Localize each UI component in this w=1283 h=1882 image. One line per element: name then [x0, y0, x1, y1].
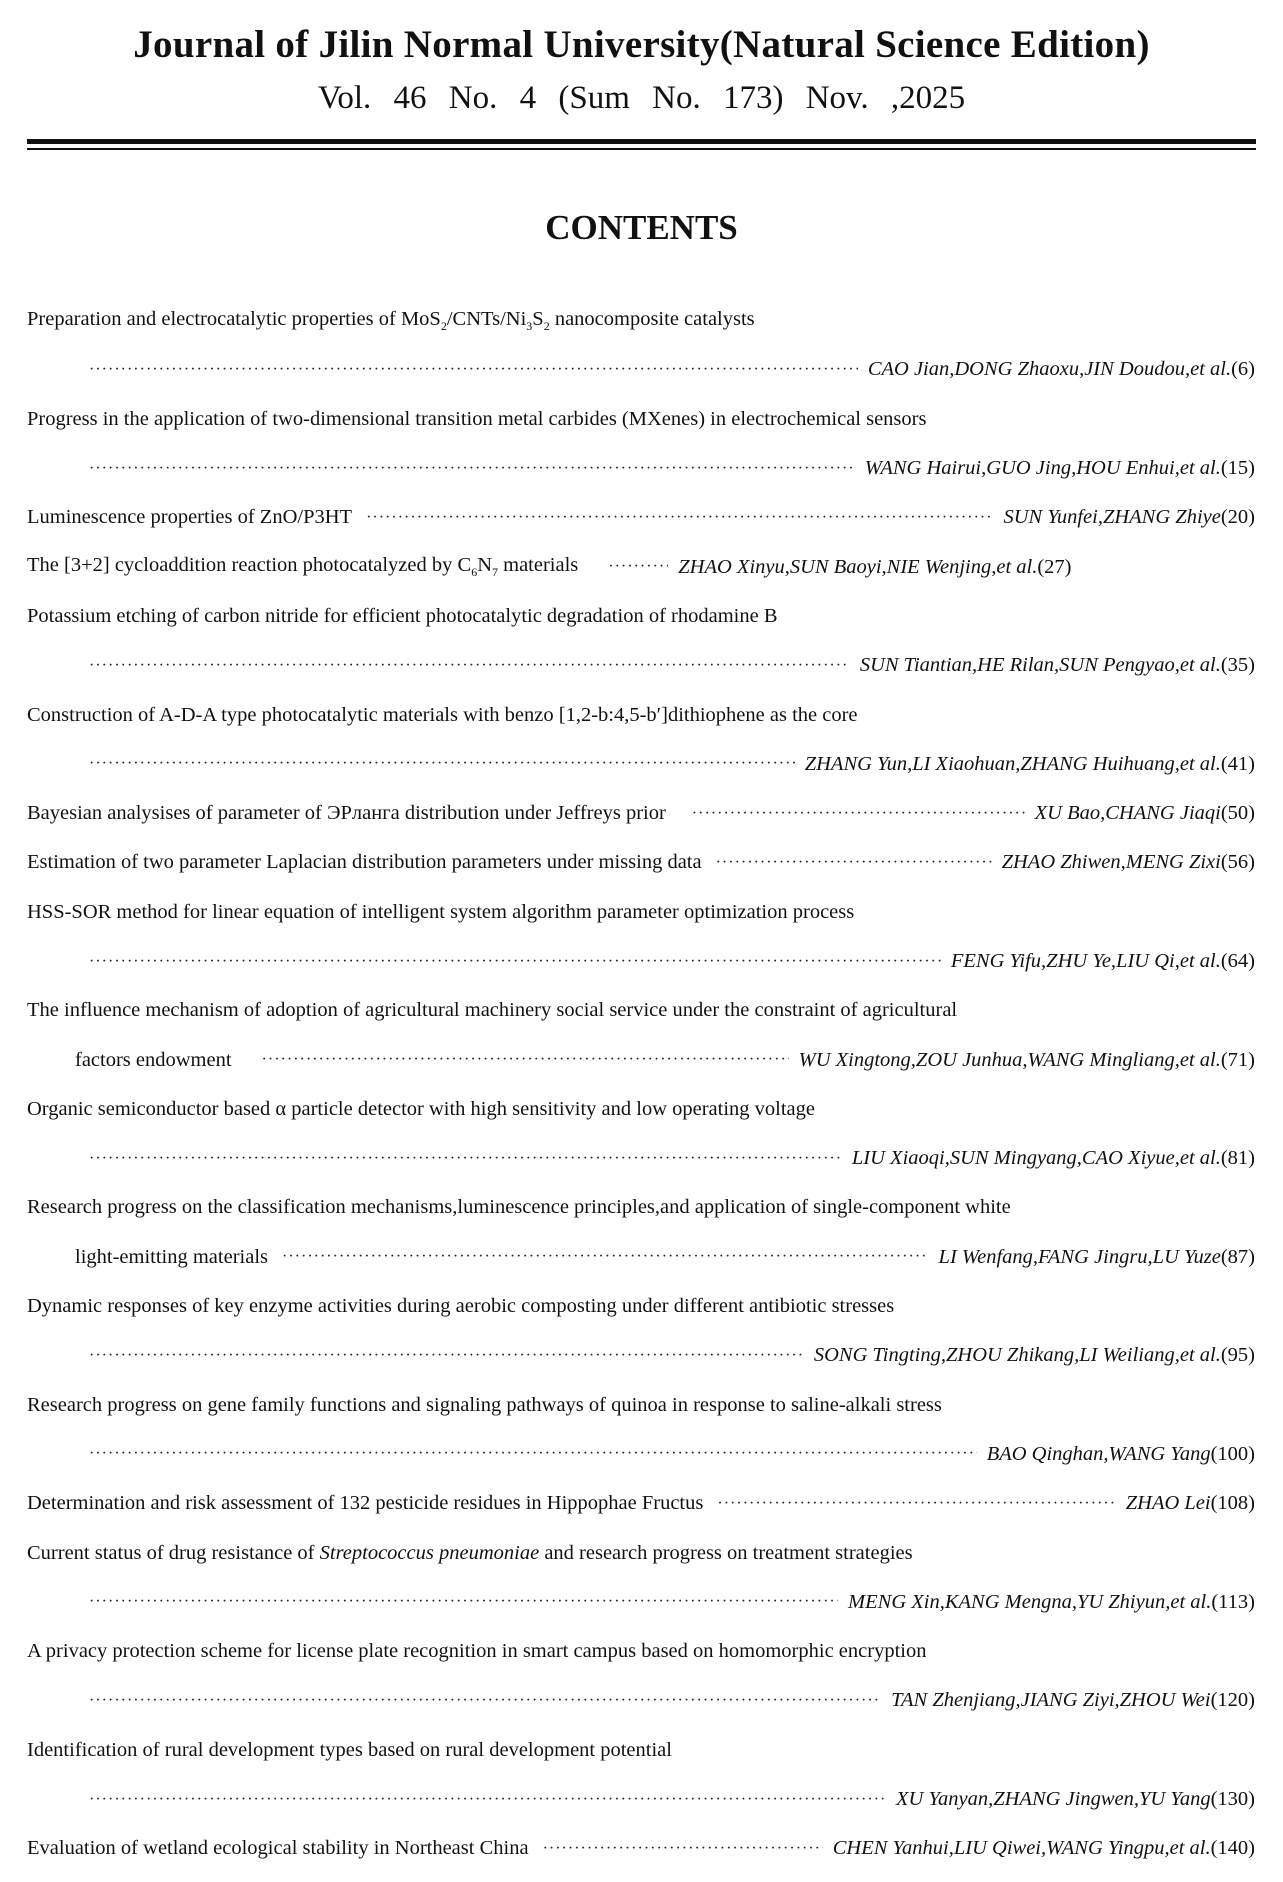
toc-entry-title[interactable]: Organic semiconductor based α particle detector with high sensitivity and low operating voltage: [27, 1097, 816, 1120]
toc-entry-page[interactable]: (120): [1210, 1689, 1255, 1712]
toc-entry[interactable]: [27, 1479, 1255, 1528]
toc-entry-title[interactable]: Research progress on the classification mechanisms,luminescence principles,and application of single-component white: [27, 1196, 1011, 1219]
dot-leader: [89, 755, 795, 773]
toc-entry-authors: BAO Qinghan,WANG Yang: [986, 1442, 1211, 1465]
toc-entry-page[interactable]: (41): [1220, 752, 1255, 775]
contents-heading: CONTENTS: [545, 208, 738, 247]
toc-entry-authors: CHEN Yanhui,LIU Qiwei,WANG Yingpu,et al.: [832, 1837, 1211, 1860]
journal-title: Journal of Jilin Normal University(Natural Science Edition): [133, 23, 1150, 66]
toc-entry[interactable]: [27, 1824, 1255, 1873]
dot-leader: [716, 854, 992, 872]
toc-entry-authors: SUN Yunfei,ZHANG Zhiye: [1003, 506, 1221, 529]
toc-entry-title[interactable]: Construction of A-D-A type photocatalytic materials with benzo [1,2-b:4,5-b′]dithiophene as the core: [27, 703, 858, 726]
dot-leader: [608, 558, 668, 576]
dot-leader: [89, 1692, 881, 1710]
toc-entry-authors: WANG Hairui,GUO Jing,HOU Enhui,et al.: [864, 457, 1221, 480]
toc-entry-title[interactable]: Progress in the application of two-dimensional transition metal carbides (MXenes) in electrochemical sensors: [27, 407, 927, 430]
toc-entry-authors: XU Bao,CHANG Jiaqi: [1034, 802, 1221, 825]
toc-entry-byline: [27, 641, 1255, 690]
dot-leader: [89, 1150, 842, 1168]
header-rule-thin: [27, 148, 1256, 150]
toc-entry-byline: [27, 1233, 1255, 1282]
toc-entry[interactable]: [27, 542, 1255, 591]
toc-entry-title[interactable]: Preparation and electrocatalytic properties of $MoS_2/CNTs/Ni_3S_2$ nanocomposite catalysts: [27, 307, 755, 333]
toc-entry-page[interactable]: (6): [1231, 358, 1255, 381]
toc-entry-authors: WU Xingtong,ZOU Junhua,WANG Mingliang,et al.: [798, 1048, 1221, 1071]
toc-entry-page[interactable]: (56): [1220, 851, 1255, 874]
toc-entry-title: Luminescence properties of ZnO/P3HT: [27, 506, 353, 529]
toc-entry-title: Bayesian analysises of parameter of ЭРланга distribution under Jeffreys prior: [27, 802, 666, 825]
dot-leader: [89, 1445, 977, 1463]
toc-entry-byline: [27, 444, 1255, 493]
toc-entry-authors: CAO Jian,DONG Zhaoxu,JIN Doudou,et al.: [867, 358, 1232, 381]
toc-entry-authors: MENG Xin,KANG Mengna,YU Zhiyun,et al.: [848, 1590, 1212, 1613]
toc-entry-title: Evaluation of wetland ecological stability in Northeast China: [27, 1837, 529, 1860]
toc-entry-byline: [27, 1578, 1255, 1627]
toc-entry-authors: ZHAO Lei: [1125, 1492, 1211, 1515]
toc-entry-page[interactable]: (140): [1210, 1837, 1255, 1860]
dot-leader: [262, 1051, 789, 1069]
toc-entry-title[interactable]: Current status of drug resistance of Streptococcus pneumoniae and research progress on treatment strategies: [27, 1541, 913, 1564]
toc-entry-byline: [27, 937, 1255, 986]
toc-entry-byline: [27, 1775, 1255, 1824]
toc-entry-page[interactable]: (87): [1220, 1245, 1255, 1268]
dot-leader: [89, 953, 941, 971]
toc-entry-page[interactable]: (35): [1220, 654, 1255, 677]
toc-entry-authors: ZHAO Xinyu,SUN Baoyi,NIE Wenjing,et al.: [678, 555, 1038, 578]
toc-entry-byline: [27, 1676, 1255, 1725]
toc-entry-page[interactable]: (64): [1220, 950, 1255, 972]
toc-entry-authors: ZHANG Yun,LI Xiaohuan,ZHANG Huihuang,et al.: [804, 752, 1221, 775]
toc-entry-title-continued: light-emitting materials: [75, 1245, 268, 1268]
toc-entry-page[interactable]: (15): [1220, 457, 1255, 480]
toc-entry-title[interactable]: Identification of rural development types based on rural development potential: [27, 1738, 672, 1761]
toc-entry-page[interactable]: (71): [1220, 1048, 1255, 1071]
toc-entry-byline: [27, 1035, 1255, 1084]
toc-entry-title[interactable]: The influence mechanism of adoption of agricultural machinery social service under the constraint of agricultural: [27, 999, 958, 1022]
toc-entry-title[interactable]: A privacy protection scheme for license plate recognition in smart campus based on homomorphic encryption: [27, 1640, 927, 1663]
toc-entry-page[interactable]: (108): [1210, 1492, 1255, 1515]
toc-entry-byline: [27, 740, 1255, 789]
toc-entry-authors: SUN Tiantian,HE Rilan,SUN Pengyao,et al.: [859, 654, 1221, 677]
dot-leader: [366, 509, 993, 527]
toc-entry-title: The [3+2] cycloaddition reaction photocatalyzed by $C_6N_7$ materials: [27, 554, 579, 580]
toc-entry-authors: TAN Zhenjiang,JIANG Ziyi,ZHOU Wei: [891, 1689, 1211, 1712]
toc-entry-authors: SONG Tingting,ZHOU Zhikang,LI Weiliang,et al.: [813, 1344, 1221, 1367]
toc-entry-byline: [27, 1331, 1255, 1380]
toc-entry-page[interactable]: (130): [1210, 1788, 1255, 1811]
toc-entry-authors: XU Yanyan,ZHANG Jingwen,YU Yang: [896, 1788, 1211, 1811]
dot-leader: [89, 1347, 804, 1365]
toc-entry-title: Determination and risk assessment of 132 pesticide residues in Hippophae Fructus: [27, 1492, 704, 1515]
dot-leader: [543, 1840, 823, 1858]
toc-entry-authors: ZHAO Zhiwen,MENG Zixi: [1001, 851, 1221, 874]
toc-entry-page[interactable]: (27): [1037, 555, 1072, 578]
dot-leader: [282, 1248, 929, 1266]
dot-leader: [717, 1495, 1115, 1513]
toc-entry[interactable]: [27, 789, 1255, 838]
dot-leader: [692, 805, 1025, 823]
toc-entry-authors: LI Wenfang,FANG Jingru,LU Yuze: [938, 1245, 1221, 1268]
dot-leader: [89, 1791, 886, 1809]
dot-leader: [89, 1593, 838, 1611]
toc-entry-title[interactable]: Potassium etching of carbon nitride for efficient photocatalytic degradation of rhodamine B: [27, 604, 778, 627]
toc-entry-authors: FENG Yifu,ZHU Ye,LIU Qi,et al.: [950, 950, 1221, 972]
dot-leader: [89, 361, 858, 379]
toc-entry-page[interactable]: (81): [1220, 1147, 1255, 1170]
toc-entry-title[interactable]: HSS-SOR method for linear equation of intelligent system algorithm parameter optimization process: [27, 900, 855, 923]
toc-entry[interactable]: [27, 838, 1255, 887]
issue-line: Vol. 46 No. 4 (Sum No. 173) Nov. ,2025: [317, 80, 966, 116]
toc-entry[interactable]: [27, 493, 1255, 542]
toc-entry-title[interactable]: Dynamic responses of key enzyme activities during aerobic composting under different antibiotic stresses: [27, 1295, 895, 1318]
header-rule-thick: [27, 139, 1256, 144]
dot-leader: [89, 460, 855, 478]
toc-entry-byline: [27, 345, 1255, 394]
table-of-contents: [27, 296, 1255, 1874]
toc-entry-title-continued: factors endowment: [75, 1048, 232, 1071]
toc-entry-title: Estimation of two parameter Laplacian distribution parameters under missing data: [27, 851, 702, 874]
dot-leader: [89, 657, 850, 675]
toc-entry-authors: LIU Xiaoqi,SUN Mingyang,CAO Xiyue,et al.: [851, 1147, 1221, 1170]
toc-entry-byline: [27, 1134, 1255, 1183]
toc-entry-page[interactable]: (100): [1210, 1442, 1255, 1465]
toc-entry-page[interactable]: (20): [1220, 506, 1255, 529]
toc-entry-byline: [27, 1430, 1255, 1479]
toc-entry-title[interactable]: Research progress on gene family functions and signaling pathways of quinoa in response to saline-alkali stress: [27, 1393, 942, 1416]
toc-entry-page[interactable]: (95): [1220, 1344, 1255, 1367]
toc-entry-page[interactable]: (113): [1211, 1590, 1255, 1613]
toc-entry-page[interactable]: (50): [1220, 802, 1255, 825]
